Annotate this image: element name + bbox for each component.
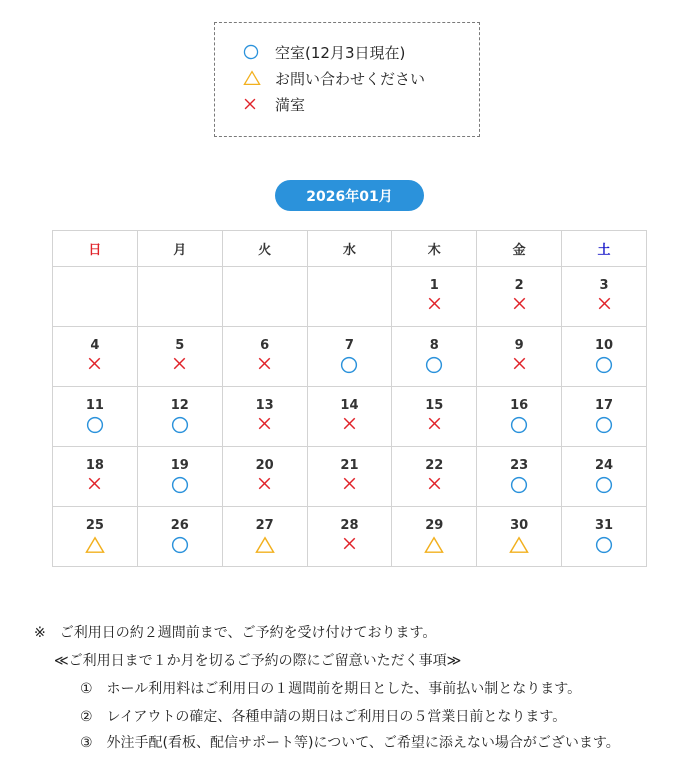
availability-calendar — [52, 230, 647, 567]
status-cross-icon — [562, 296, 646, 318]
calendar-day-cell — [222, 387, 307, 447]
weekday-header-row — [53, 231, 647, 267]
calendar-day-cell — [53, 387, 138, 447]
day-number: 18 — [85, 458, 104, 473]
calendar-day-cell — [222, 327, 307, 387]
status-circle-icon — [562, 476, 646, 498]
status-circle-icon — [138, 536, 222, 558]
calendar-week-row — [53, 447, 647, 507]
calendar-day-cell — [137, 507, 222, 567]
calendar-day-cell — [392, 387, 477, 447]
day-number: 10 — [594, 338, 614, 353]
day-number: 8 — [429, 338, 439, 353]
status-cross-icon — [53, 356, 137, 378]
calendar-day-cell — [307, 327, 392, 387]
calendar-empty-cell — [137, 267, 222, 327]
calendar-day-cell — [392, 267, 477, 327]
calendar-day-cell — [477, 267, 562, 327]
status-cross-icon — [392, 476, 476, 498]
weekday-sunday: 日 — [53, 231, 138, 267]
calendar-day-cell — [392, 507, 477, 567]
calendar-day-cell — [137, 387, 222, 447]
calendar-day-cell — [307, 447, 392, 507]
day-number: 16 — [510, 398, 529, 413]
weekday-saturday: 土 — [562, 231, 647, 267]
weekday-friday: 金 — [477, 231, 562, 267]
status-circle-icon — [392, 356, 476, 378]
day-number: 9 — [514, 338, 524, 353]
month-label: 2026年01月 — [275, 180, 424, 211]
day-number: 20 — [255, 458, 274, 473]
calendar-day-cell — [392, 327, 477, 387]
calendar-day-cell — [562, 327, 647, 387]
legend-vacant-label: 空室(12月3日現在) — [275, 43, 406, 62]
day-number: 26 — [170, 518, 189, 533]
calendar-day-cell — [222, 507, 307, 567]
day-number: 19 — [170, 458, 189, 473]
calendar-day-cell — [477, 447, 562, 507]
status-circle-icon — [53, 416, 137, 438]
calendar-day-cell — [307, 507, 392, 567]
day-number: 3 — [599, 278, 609, 293]
status-circle-icon — [477, 476, 561, 498]
day-number: 7 — [344, 338, 354, 353]
day-number: 1 — [429, 278, 439, 293]
day-number: 11 — [85, 398, 104, 413]
status-circle-icon — [562, 356, 646, 378]
status-cross-icon — [477, 296, 561, 318]
calendar-empty-cell — [222, 267, 307, 327]
calendar-day-cell — [53, 507, 138, 567]
note-item-2: ② レイアウトの確定、各種申請の期日はご利用日の５営業日前となります。 — [80, 709, 567, 725]
calendar-day-cell — [137, 447, 222, 507]
status-circle-icon — [562, 416, 646, 438]
status-triangle-icon — [223, 536, 307, 558]
day-number: 21 — [340, 458, 359, 473]
calendar-empty-cell — [307, 267, 392, 327]
status-cross-icon — [223, 416, 307, 438]
circle-icon — [243, 44, 275, 60]
day-number: 15 — [425, 398, 444, 413]
status-cross-icon — [392, 296, 476, 318]
calendar-day-cell — [222, 447, 307, 507]
weekday-tuesday: 火 — [222, 231, 307, 267]
weekday-thursday: 木 — [392, 231, 477, 267]
availability-legend — [214, 22, 480, 137]
status-cross-icon — [308, 536, 392, 558]
day-number: 22 — [425, 458, 444, 473]
status-triangle-icon — [392, 536, 476, 558]
status-circle-icon — [562, 536, 646, 558]
calendar-day-cell — [477, 507, 562, 567]
status-circle-icon — [138, 416, 222, 438]
status-circle-icon — [308, 356, 392, 378]
day-number: 28 — [340, 518, 359, 533]
status-cross-icon — [53, 476, 137, 498]
day-number: 2 — [514, 278, 524, 293]
calendar-week-row — [53, 387, 647, 447]
note-sub-heading: ≪ご利用日まで１か月を切るご予約の際にご留意いただく事項≫ — [54, 653, 462, 669]
cross-icon — [243, 97, 275, 111]
note-item-3: ③ 外注手配(看板、配信サポート等)について、ご希望に添えない場合がございます。 — [80, 735, 620, 751]
calendar-day-cell — [137, 327, 222, 387]
status-cross-icon — [308, 416, 392, 438]
day-number: 4 — [90, 338, 100, 353]
calendar-week-row — [53, 267, 647, 327]
calendar-day-cell — [392, 447, 477, 507]
calendar-day-cell — [53, 327, 138, 387]
status-cross-icon — [308, 476, 392, 498]
day-number: 13 — [255, 398, 274, 413]
status-cross-icon — [223, 476, 307, 498]
status-triangle-icon — [477, 536, 561, 558]
legend-inquire-label: お問い合わせください — [275, 69, 426, 88]
calendar-day-cell — [477, 387, 562, 447]
day-number: 6 — [260, 338, 270, 353]
note-item-1: ① ホール利用料はご利用日の１週間前を期日とした、事前払い制となります。 — [80, 681, 582, 697]
calendar-day-cell — [562, 267, 647, 327]
status-cross-icon — [477, 356, 561, 378]
status-cross-icon — [138, 356, 222, 378]
calendar-day-cell — [53, 447, 138, 507]
day-number: 12 — [170, 398, 189, 413]
calendar-week-row — [53, 327, 647, 387]
calendar-body — [53, 267, 647, 567]
status-circle-icon — [477, 416, 561, 438]
day-number: 31 — [594, 518, 614, 533]
status-cross-icon — [392, 416, 476, 438]
day-number: 27 — [255, 518, 274, 533]
legend-full-label: 満室 — [275, 95, 306, 114]
status-circle-icon — [138, 476, 222, 498]
note-main: ※ ご利用日の約２週間前まで、ご予約を受け付けております。 — [34, 625, 437, 641]
calendar-day-cell — [477, 327, 562, 387]
day-number: 25 — [85, 518, 104, 533]
calendar-day-cell — [562, 447, 647, 507]
day-number: 30 — [510, 518, 529, 533]
day-number: 29 — [425, 518, 444, 533]
weekday-wednesday: 水 — [307, 231, 392, 267]
legend-vacant — [243, 39, 479, 65]
day-number: 14 — [340, 398, 359, 413]
status-triangle-icon — [53, 536, 137, 558]
calendar-day-cell — [562, 387, 647, 447]
day-number: 5 — [175, 338, 185, 353]
day-number: 23 — [510, 458, 529, 473]
status-cross-icon — [223, 356, 307, 378]
triangle-icon — [243, 70, 275, 86]
calendar-day-cell — [307, 387, 392, 447]
day-number: 17 — [594, 398, 614, 413]
legend-full — [243, 91, 479, 117]
legend-inquire — [243, 65, 479, 91]
day-number: 24 — [594, 458, 614, 473]
calendar-day-cell — [562, 507, 647, 567]
calendar-week-row — [53, 507, 647, 567]
weekday-monday: 月 — [137, 231, 222, 267]
calendar-empty-cell — [53, 267, 138, 327]
